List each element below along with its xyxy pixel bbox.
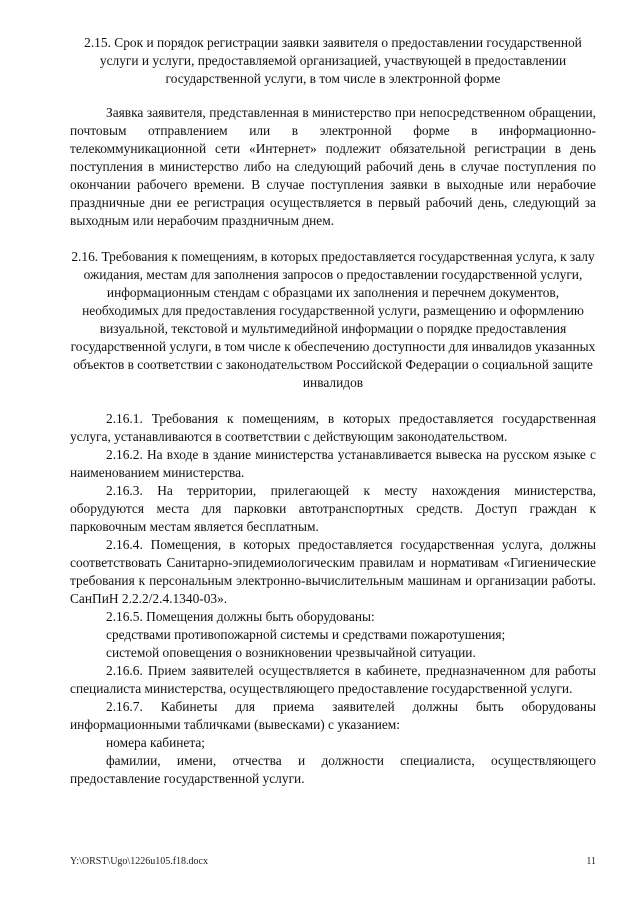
item-2-16-7: 2.16.7. Кабинеты для приема заявителей должны быть оборудованы информационными табличками (вывесками) с указанием: <box>70 699 596 732</box>
item-2-16-6: 2.16.6. Прием заявителей осуществляется в кабинете, предназначенном для работы специалиста министерства, осуществляющего предоставление государственной услуги. <box>70 663 596 696</box>
item-2-16-7-name: фамилии, имени, отчества и должности специалиста, осуществляющего предоставление государственной услуги. <box>70 753 596 786</box>
item-2-16-4: 2.16.4. Помещения, в которых предоставляется государственная услуга, должны соответствовать Санитарно-эпидемиологическим правилам и нормативам «Гигиенические требования к персональным электронно-вычислительным машинам и организации работы. СанПиН 2.2.2/2.4.1340-03». <box>70 537 596 606</box>
footer-page-number: 11 <box>586 856 596 867</box>
footer-file-path: Y:\ORST\Ugo\1226u105.f18.docx <box>70 856 208 867</box>
item-2-16-5: 2.16.5. Помещения должны быть оборудованы: <box>106 609 375 624</box>
item-2-16-7-room: номера кабинета; <box>106 735 206 750</box>
section-2-15-body: Заявка заявителя, представленная в министерство при непосредственном обращении, почтовым отправлением или в электронной форме в информационно-телекоммуникационной сети «Интернет» подлежит обязательной регистрации в день поступления в министерство либо на следующий рабочий день в случае поступления по окончании рабочего времени. В случае поступления заявки в выходные или нерабочие праздничные дни ее регистрация осуществляется в первый рабочий день, следующий за выходным или нерабочим праздничным днем. <box>70 105 596 228</box>
document-page <box>70 34 596 788</box>
item-2-16-1: 2.16.1. Требования к помещениям, в которых предоставляется государственная услуга, устанавливаются в соответствии с действующим законодательством. <box>70 411 596 444</box>
item-2-16-3: 2.16.3. На территории, прилегающей к месту нахождения министерства, оборудуются места для парковки автотранспортных средств. Доступ граждан к парковочным местам является бесплатным. <box>70 483 596 534</box>
section-2-16-heading: 2.16. Требования к помещениям, в которых предоставляется государственная услуга, к залу ожидания, местам для заполнения запросов о предоставлении государственной услуги, информационным стендам с образцами их заполнения и перечнем документов, необходимых для предоставления государственной услуги, размещению и оформлению визуальной, текстовой и мультимедийной информации о порядке предоставления государственной услуги, в том числе к обеспечению доступности для инвалидов указанных объектов в соответствии с законодательством Российской Федерации о социальной защите инвалидов <box>70 249 596 390</box>
item-2-16-5-alert: системой оповещения о возникновении чрезвычайной ситуации. <box>106 645 476 660</box>
item-2-16-2: 2.16.2. На входе в здание министерства устанавливается вывеска на русском языке с наименованием министерства. <box>70 447 596 480</box>
item-2-16-5-fire: средствами противопожарной системы и средствами пожаротушения; <box>106 627 506 642</box>
section-2-15-heading: 2.15. Срок и порядок регистрации заявки заявителя о предоставлении государственной услуги и услуги, предоставляемой организацией, участвующей в предоставлении государственной услуги, в том числе в электронной форме <box>84 35 582 86</box>
